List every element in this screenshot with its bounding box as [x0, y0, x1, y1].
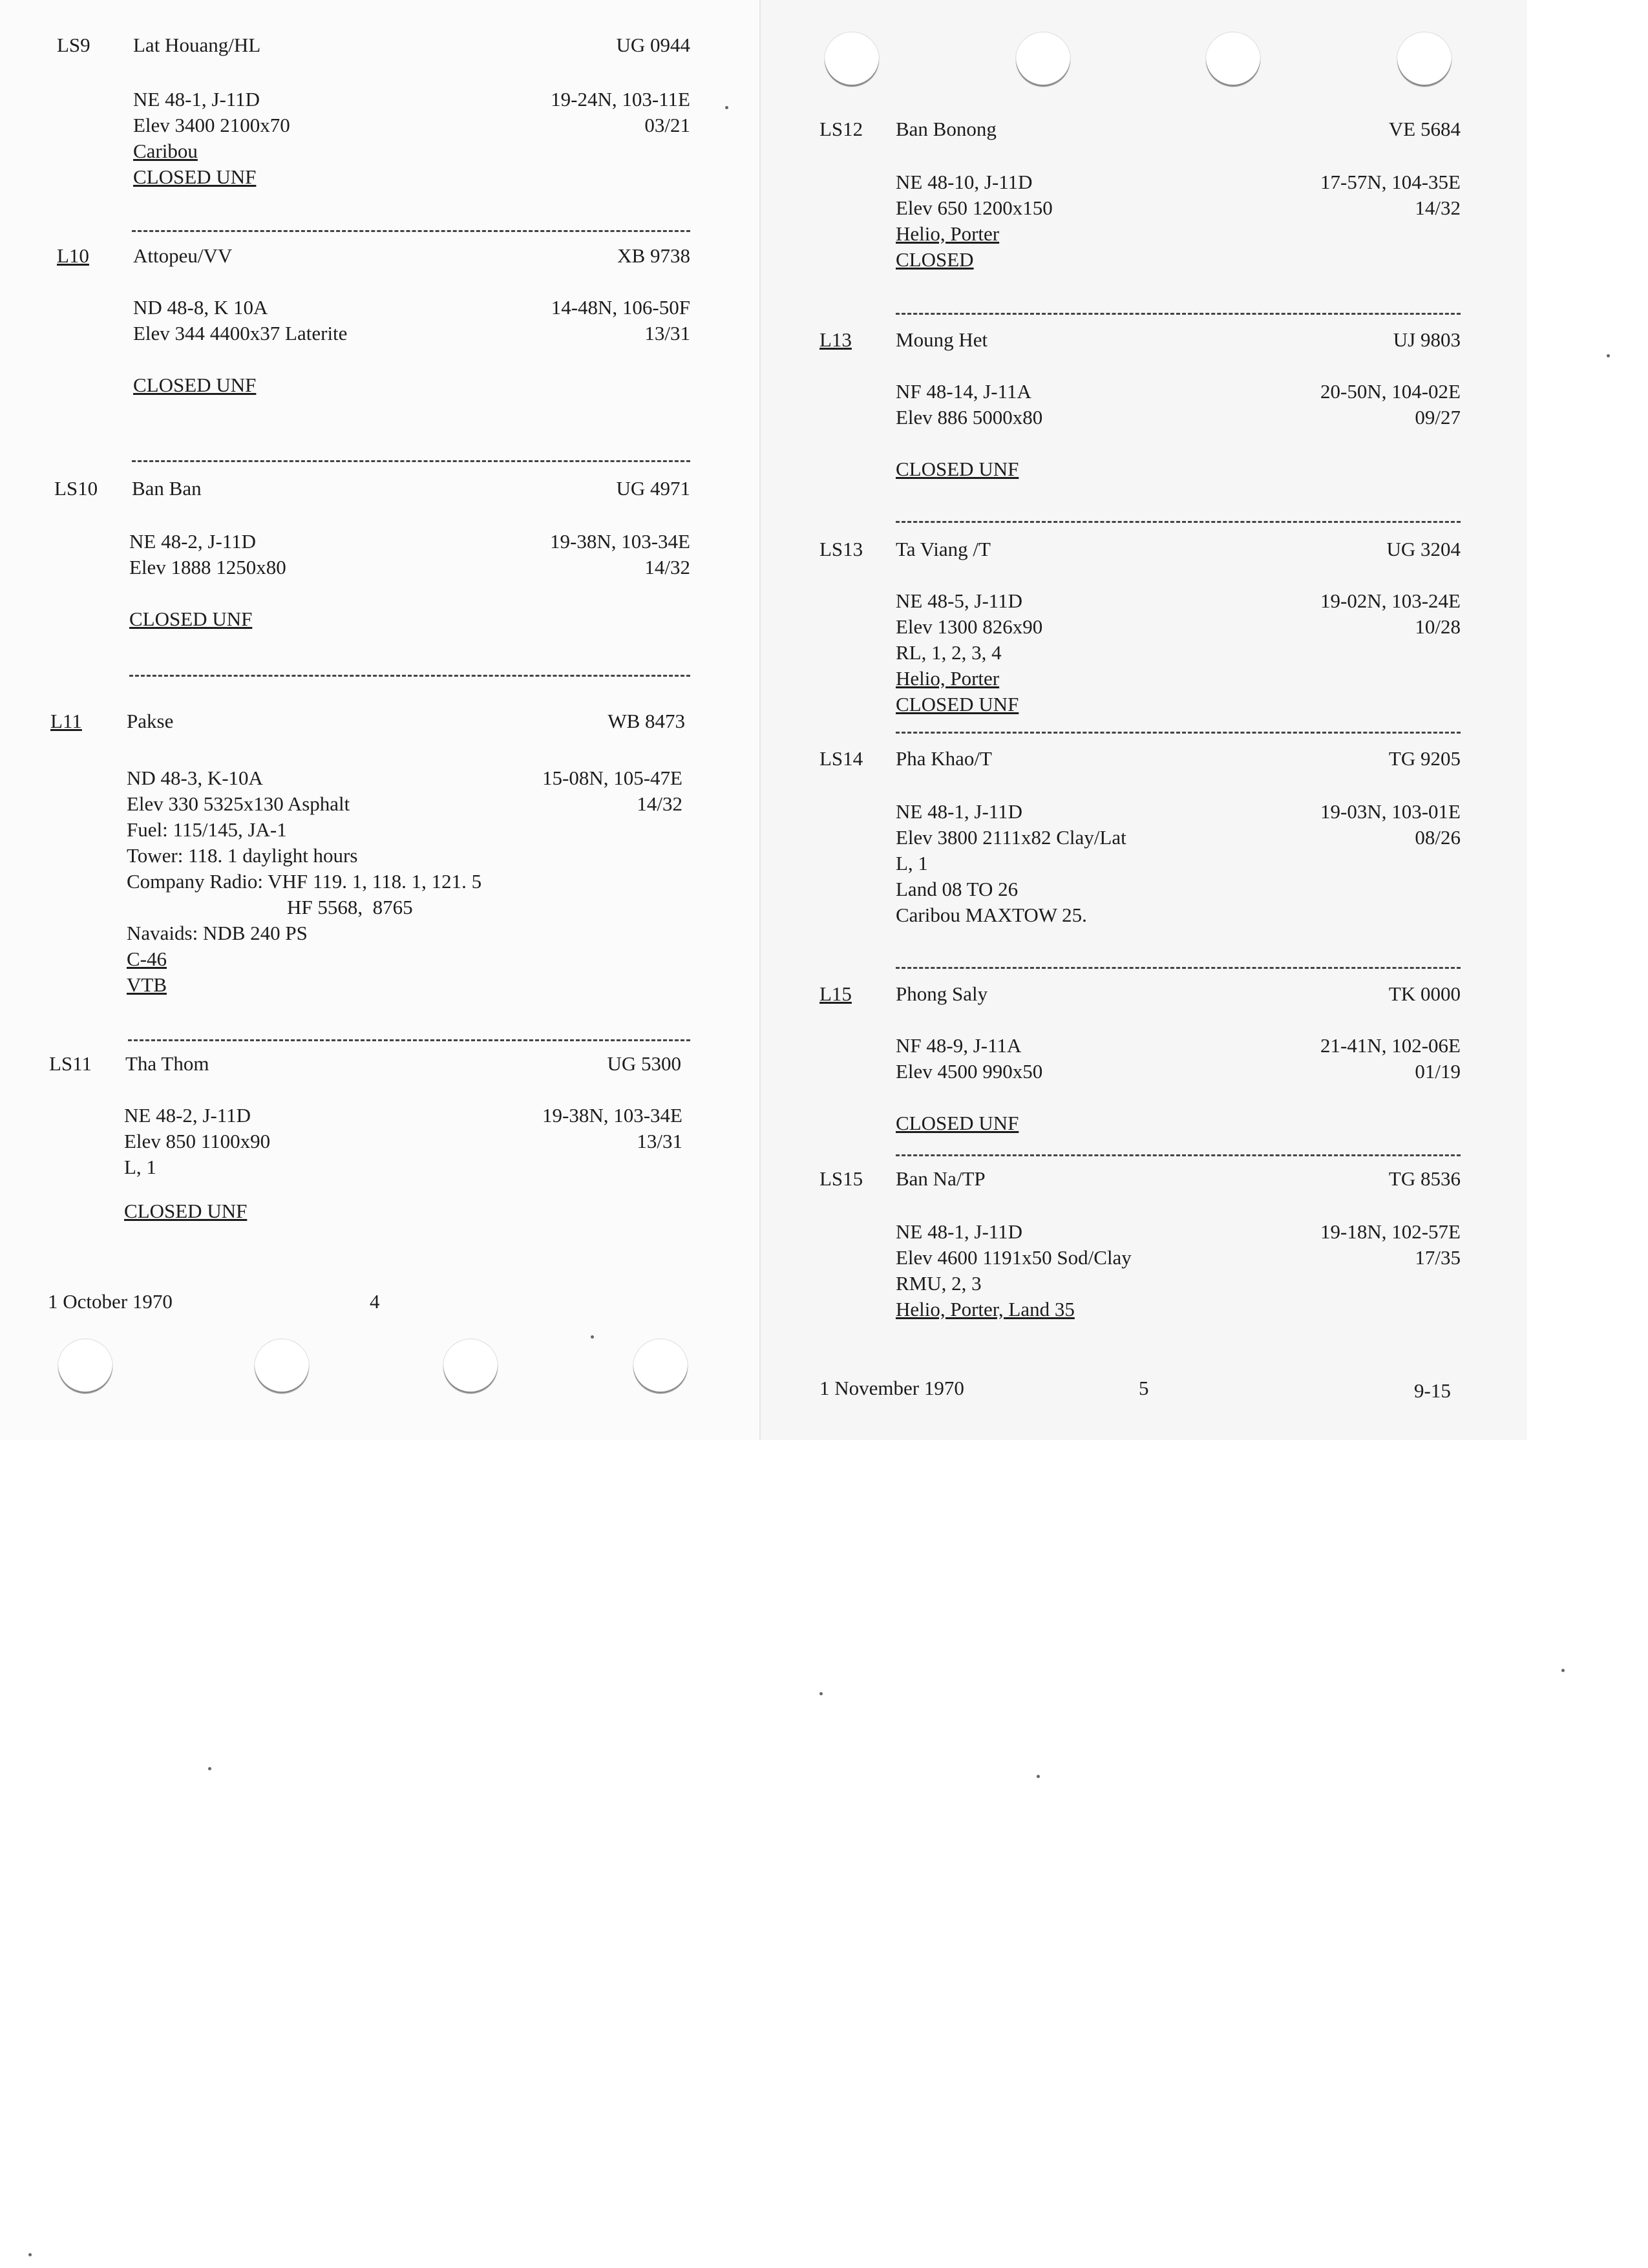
runway-heading: 03/21 — [644, 114, 690, 136]
detail-line — [896, 1033, 1461, 1059]
section-reference: 9-15 — [1414, 1379, 1451, 1402]
detail-line — [896, 430, 1461, 456]
site-name: Pakse — [127, 710, 174, 732]
entry-divider — [896, 1154, 1461, 1156]
detail-line — [133, 112, 690, 138]
detail-text: RMU, 2, 3 — [896, 1272, 982, 1295]
site-code: L11 — [50, 710, 82, 732]
detail-line — [896, 666, 1461, 692]
detail-line — [129, 606, 690, 632]
grid-reference: TK 0000 — [1388, 982, 1461, 1005]
detail-text: NE 48-1, J-11D — [896, 800, 1023, 823]
detail-text: ND 48-3, K-10A — [127, 767, 263, 789]
site-code: LS11 — [49, 1052, 92, 1075]
coordinate-text: 21-41N, 102-06E — [1320, 1034, 1461, 1057]
scan-speck — [725, 106, 728, 109]
detail-text: NE 48-5, J-11D — [896, 589, 1023, 612]
site-code: LS14 — [819, 747, 863, 770]
detail-text: NE 48-10, J-11D — [896, 171, 1033, 193]
detail-text: Elev 344 4400x37 Laterite — [133, 322, 348, 344]
entry-details — [896, 1219, 1461, 1322]
coordinate-text: 19-18N, 102-57E — [1320, 1220, 1461, 1243]
runway-heading: 13/31 — [637, 1130, 682, 1152]
detail-line — [133, 346, 690, 372]
detail-line — [127, 895, 682, 920]
entry-divider — [896, 732, 1461, 734]
scan-speck — [1607, 354, 1610, 357]
detail-line — [133, 87, 690, 112]
detail-line — [127, 946, 682, 972]
grid-reference: TG 8536 — [1388, 1167, 1461, 1190]
detail-line — [896, 456, 1461, 482]
footer-date: 1 October 1970 — [48, 1290, 173, 1313]
scan-speck — [208, 1767, 211, 1770]
grid-reference: XB 9738 — [617, 244, 690, 267]
grid-reference: WB 8473 — [607, 710, 685, 732]
detail-text: NE 48-2, J-11D — [124, 1104, 251, 1127]
detail-line — [133, 138, 690, 164]
detail-line — [896, 379, 1461, 405]
detail-line — [127, 765, 682, 791]
status-text: CLOSED UNF — [896, 1112, 1019, 1134]
site-name: Tha Thom — [125, 1052, 209, 1075]
detail-line — [896, 851, 1461, 876]
runway-heading: 13/31 — [644, 322, 690, 344]
entry-details — [896, 1033, 1461, 1136]
site-name: Moung Het — [896, 328, 988, 351]
status-text: CLOSED UNF — [133, 165, 257, 188]
site-code: LS9 — [57, 34, 90, 56]
entry-divider — [896, 313, 1461, 315]
scan-speck — [28, 2253, 32, 2256]
detail-line — [896, 876, 1461, 902]
detail-text: Elev 650 1200x150 — [896, 196, 1053, 219]
detail-line — [127, 869, 682, 895]
detail-line — [124, 1154, 682, 1180]
aircraft-text: Helio, Porter, Land 35 — [896, 1298, 1075, 1320]
runway-heading: 17/35 — [1415, 1246, 1461, 1269]
detail-line — [896, 1297, 1461, 1322]
detail-line — [896, 221, 1461, 247]
aircraft-text: Helio, Porter — [896, 222, 1000, 245]
grid-reference: UG 5300 — [607, 1052, 681, 1075]
detail-line — [896, 1219, 1461, 1245]
site-code: L13 — [819, 328, 852, 351]
grid-reference: UG 4971 — [616, 477, 690, 500]
entry-divider — [132, 460, 690, 462]
status-text: CLOSED UNF — [124, 1200, 248, 1222]
coordinate-text: 17-57N, 104-35E — [1320, 171, 1461, 193]
entry-divider — [132, 230, 690, 232]
detail-text: RL, 1, 2, 3, 4 — [896, 641, 1002, 664]
binder-hole — [1397, 32, 1452, 87]
entry-details — [127, 765, 682, 998]
detail-text: NF 48-14, J-11A — [896, 380, 1031, 403]
site-name: Attopeu/VV — [133, 244, 233, 267]
detail-text: Elev 1300 826x90 — [896, 615, 1043, 638]
coordinate-text: 14-48N, 106-50F — [551, 296, 690, 319]
detail-line — [133, 372, 690, 398]
detail-line — [127, 791, 682, 817]
detail-text: Elev 4600 1191x50 Sod/Clay — [896, 1246, 1132, 1269]
detail-text: L, 1 — [124, 1156, 156, 1178]
entry-details — [129, 529, 690, 632]
entry-details — [896, 588, 1461, 717]
entry-details — [133, 295, 690, 398]
detail-line — [896, 1271, 1461, 1297]
detail-line — [133, 321, 690, 346]
coordinate-text: 19-38N, 103-34E — [542, 1104, 682, 1127]
entry-divider — [129, 675, 690, 677]
entry-details — [133, 87, 690, 190]
runway-heading: 14/32 — [637, 792, 682, 815]
detail-line — [896, 1085, 1461, 1110]
detail-line — [129, 529, 690, 555]
detail-line — [124, 1103, 682, 1129]
site-name: Lat Houang/HL — [133, 34, 261, 56]
detail-line — [129, 580, 690, 606]
site-code: L15 — [819, 982, 852, 1005]
detail-text: NE 48-1, J-11D — [896, 1220, 1023, 1243]
detail-text: VTB — [127, 973, 167, 996]
detail-line — [896, 588, 1461, 614]
scan-speck — [591, 1335, 594, 1339]
aircraft-text: Helio, Porter — [896, 667, 1000, 690]
detail-line — [124, 1129, 682, 1154]
grid-reference: UG 0944 — [616, 34, 690, 56]
page-number: 5 — [1139, 1377, 1149, 1399]
entry-divider — [128, 1039, 690, 1041]
runway-heading: 08/26 — [1415, 826, 1461, 849]
site-name: Ban Na/TP — [896, 1167, 986, 1190]
detail-text: Elev 330 5325x130 Asphalt — [127, 792, 350, 815]
site-code: LS15 — [819, 1167, 863, 1190]
scan-speck — [1037, 1775, 1040, 1778]
site-code: LS10 — [54, 477, 98, 500]
binder-hole — [633, 1339, 688, 1394]
site-name: Pha Khao/T — [896, 747, 992, 770]
site-name: Phong Saly — [896, 982, 988, 1005]
detail-text: Elev 850 1100x90 — [124, 1130, 271, 1152]
detail-text: Caribou — [133, 140, 198, 162]
detail-line — [896, 614, 1461, 640]
entry-details — [896, 799, 1461, 928]
detail-text: NF 48-9, J-11A — [896, 1034, 1022, 1057]
tower-text: Tower: 118. 1 daylight hours — [127, 844, 358, 867]
fuel-text: Fuel: 115/145, JA-1 — [127, 818, 287, 841]
grid-reference: UG 3204 — [1386, 538, 1461, 560]
detail-text: Land 08 TO 26 — [896, 878, 1019, 900]
page-number: 4 — [370, 1290, 380, 1313]
detail-line — [127, 920, 682, 946]
detail-line — [124, 1180, 682, 1198]
entry-divider — [896, 967, 1461, 969]
status-text: CLOSED UNF — [896, 693, 1019, 715]
detail-line — [127, 817, 682, 843]
detail-line — [127, 972, 682, 998]
site-code: LS13 — [819, 538, 863, 560]
grid-reference: UJ 9803 — [1393, 328, 1461, 351]
detail-line — [896, 195, 1461, 221]
detail-line — [896, 1110, 1461, 1136]
entry-divider — [896, 521, 1461, 523]
coordinate-text: 20-50N, 104-02E — [1320, 380, 1461, 403]
entry-details — [896, 379, 1461, 482]
runway-heading: 14/32 — [1415, 196, 1461, 219]
detail-line — [896, 640, 1461, 666]
detail-text: Elev 4500 990x50 — [896, 1060, 1043, 1083]
scan-speck — [819, 1692, 823, 1695]
binder-hole — [825, 32, 879, 87]
grid-reference: VE 5684 — [1388, 118, 1461, 140]
detail-line — [133, 164, 690, 190]
detail-text: Elev 3400 2100x70 — [133, 114, 290, 136]
site-name: Ban Ban — [132, 477, 202, 500]
detail-line — [896, 1059, 1461, 1085]
aircraft-text: Caribou MAXTOW 25. — [896, 904, 1087, 926]
detail-line — [896, 405, 1461, 430]
binder-hole — [1016, 32, 1070, 87]
site-name: Ta Viang /T — [896, 538, 991, 560]
status-text: CLOSED — [896, 248, 974, 271]
detail-line — [896, 902, 1461, 928]
radio-text: HF 5568, 8765 — [127, 896, 413, 918]
coordinate-text: 19-03N, 103-01E — [1320, 800, 1461, 823]
detail-line — [896, 692, 1461, 717]
navaids-text: Navaids: NDB 240 PS — [127, 922, 308, 944]
detail-line — [133, 295, 690, 321]
detail-line — [129, 555, 690, 580]
runway-heading: 10/28 — [1415, 615, 1461, 638]
entry-details — [124, 1103, 682, 1224]
aircraft-text: C-46 — [127, 948, 167, 970]
status-text: CLOSED UNF — [896, 458, 1019, 480]
detail-line — [896, 825, 1461, 851]
binder-hole — [1206, 32, 1260, 87]
status-text: CLOSED UNF — [129, 608, 253, 630]
site-code: L10 — [57, 244, 89, 267]
detail-text: ND 48-8, K 10A — [133, 296, 268, 319]
binder-hole — [443, 1339, 498, 1394]
coordinate-text: 19-24N, 103-11E — [551, 88, 690, 111]
runway-heading: 01/19 — [1415, 1060, 1461, 1083]
detail-line — [896, 169, 1461, 195]
detail-text: Elev 886 5000x80 — [896, 406, 1043, 429]
binder-hole — [58, 1339, 112, 1394]
runway-heading: 09/27 — [1415, 406, 1461, 429]
detail-line — [896, 799, 1461, 825]
entry-details — [896, 169, 1461, 273]
detail-line — [896, 1245, 1461, 1271]
site-code: LS12 — [819, 118, 863, 140]
radio-text: Company Radio: VHF 119. 1, 118. 1, 121. 5 — [127, 870, 482, 893]
detail-text: NE 48-1, J-11D — [133, 88, 260, 111]
detail-line — [896, 247, 1461, 273]
detail-line — [124, 1198, 682, 1224]
detail-text: Elev 1888 1250x80 — [129, 556, 286, 578]
scan-speck — [1561, 1669, 1565, 1672]
site-name: Ban Bonong — [896, 118, 997, 140]
detail-text: NE 48-2, J-11D — [129, 530, 257, 553]
status-text: CLOSED UNF — [133, 374, 257, 396]
detail-text: L, 1 — [896, 852, 928, 874]
coordinate-text: 15-08N, 105-47E — [542, 767, 682, 789]
coordinate-text: 19-38N, 103-34E — [550, 530, 690, 553]
runway-heading: 14/32 — [644, 556, 690, 578]
footer-date: 1 November 1970 — [819, 1377, 964, 1399]
detail-line — [127, 843, 682, 869]
binder-hole — [255, 1339, 309, 1394]
detail-text: Elev 3800 2111x82 Clay/Lat — [896, 826, 1126, 849]
grid-reference: TG 9205 — [1388, 747, 1461, 770]
coordinate-text: 19-02N, 103-24E — [1320, 589, 1461, 612]
